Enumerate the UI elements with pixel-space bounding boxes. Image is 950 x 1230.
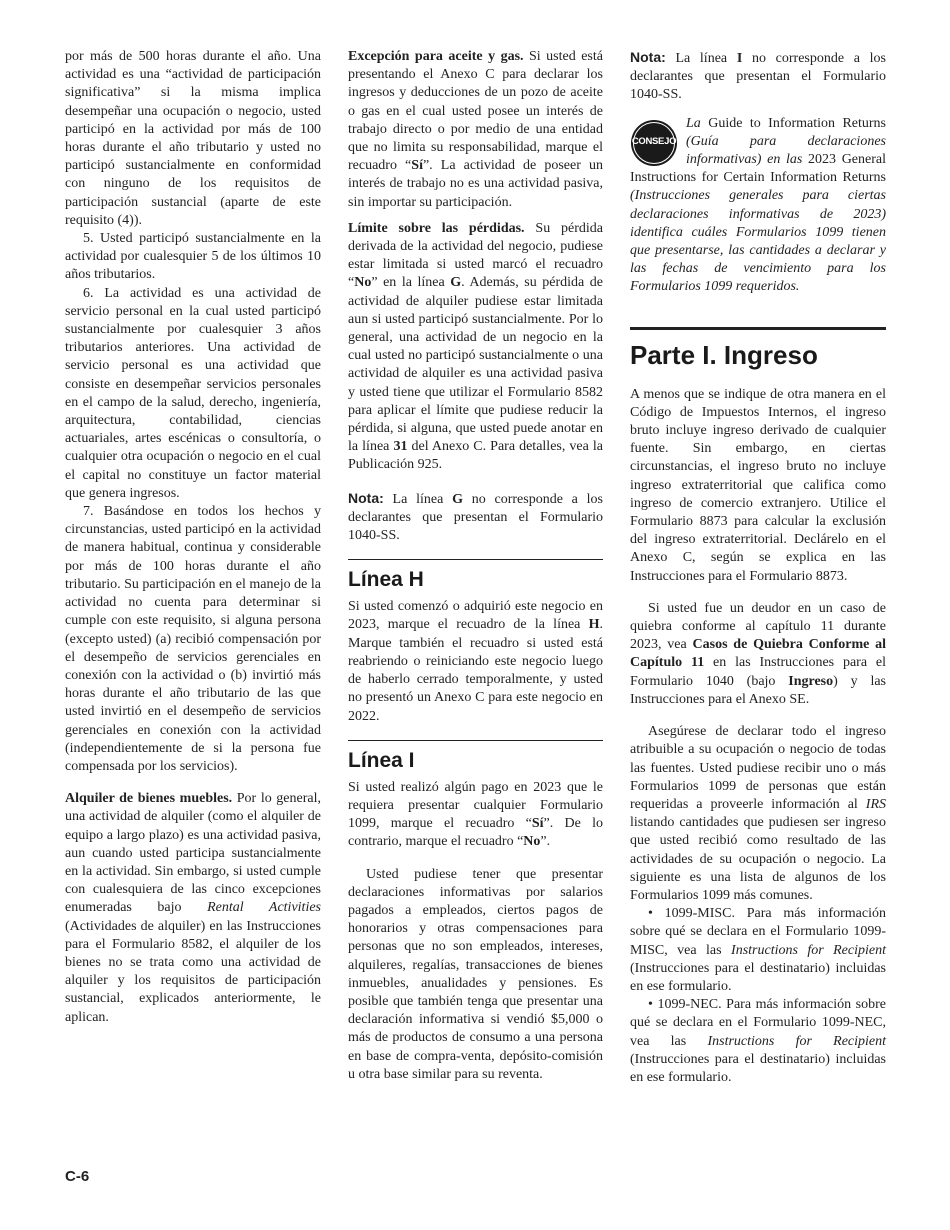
- bullet-1099-misc: • 1099-MISC. Para más información sobre qué se declara en el Formulario 1099-MISC, vea las Instructions for Recipient (Instrucciones para el destinatario) incluidas en ese formulario.: [630, 906, 887, 994]
- paragraph-all-income: Asegúrese de declarar todo el ingreso atribuible a su ocupación o negocio de todas las fuentes. Usted pudiese recibir uno o más Formularios 1099 de personas que están requeridas a proveerle información al IRS listando cantidades que pudiesen ser ingreso que usted recibió como resultado de las actividades de su ocupación o negocio. La siguiente es una lista de algunos de los Formularios 1099 más comunes.: [630, 724, 886, 903]
- run-in-heading: Alquiler de bienes muebles.: [65, 791, 233, 807]
- note-label: Nota:: [630, 49, 666, 65]
- tip-block: [630, 115, 886, 297]
- column-3: [630, 48, 886, 1087]
- paragraph-bankruptcy: Si usted fue un deudor en un caso de quiebra conforme al capítulo 11 durante 2023, vea Casos de Quiebra Conforme al Capítulo 11 en las Instrucciones para el Formulario 1040 (bajo Ingreso) y las Instrucciones para el Anexo SE.: [630, 600, 887, 707]
- bullet-icon: •: [648, 906, 665, 922]
- tip-text: La Guide to Information Returns (Guía para declaraciones informativas) en las 2023 General Instructions for Certain Information Returns (Instrucciones generales para ciertas declaraciones informativas de 2023) identifica cuáles Formularios 1099 tienen que presentarse, las cantidades a declarar y las fechas de vencimiento para los Formularios 1099 requeridos.: [630, 115, 886, 295]
- paragraph-line-i: Si usted realizó algún pago en 2023 que le requiera presentar cualquier Formulario 1099, marque el recuadro “Sí”. De lo contrario, marque el recuadro “No”.: [348, 779, 603, 850]
- bullet-icon: •: [648, 997, 658, 1013]
- note-label: Nota:: [348, 489, 384, 506]
- paragraph-requirement-6: 6. La actividad es una actividad de servicio personal en la cual usted participó sustancialmente por cualesquier 3 años tributarios anteriores. Una actividad de servicio personal es una actividad que consiste en desempeñar servicios personales en el campo de la salud, derecho, ingeniería, arquitectura, contabilidad, ciencias actuariales, artes escénicas o consultoría, o cualquier otra ocupación o negocio en el cual el capital no constituye un factor material que genera ingresos.: [65, 285, 321, 501]
- paragraph-significant-participation: por más de 500 horas durante el año. Una actividad es una “actividad de participación significativa” si la misma implica desempeñar una ocupación o negocio, usted participó en la actividad por más de 100 horas durante el año tributario y usted no participó sustancialmente en conformidad con ninguno de los requisitos de participación sustancial (aparte de este requisito (4)).: [65, 49, 321, 228]
- tip-badge-label: CONSEJO: [631, 135, 677, 147]
- bullet-1099-nec: • 1099-NEC. Para más información sobre qué se declara en el Formulario 1099-NEC, vea las Instructions for Recipient (Instrucciones para el destinatario) incluidas en ese formulario.: [630, 997, 887, 1085]
- run-in-heading: Límite sobre las pérdidas.: [348, 220, 525, 236]
- paragraph-personal-property-rental: Alquiler de bienes muebles. Por lo general, una actividad de alquiler (como el alquiler de equipo a largo plazo) es una actividad pasiva, aun cuando usted participa sustancialmente en la actividad. Sin embargo, si usted cumple con cualesquiera de las cinco excepciones enumeradas bajo Rental Activities (Actividades de alquiler) en las Instrucciones para el Formulario 8582, el alquiler de los bienes no se trata como una actividad de alquiler y los requisitos de participación sustancial, explicados anteriormente, le aplican.: [65, 791, 322, 1025]
- section-divider: [348, 559, 603, 560]
- paragraph-line-h: Si usted comenzó o adquirió este negocio en 2023, marque el recuadro de la línea H. Marque también el recuadro si usted está reabriendo o reiniciando este negocio luego de haberlo cerrado temporalmente, y usted no presentó un Anexo C para este negocio en 2022.: [348, 599, 603, 724]
- paragraph-gross-income: A menos que se indique de otra manera en el Código de Impuestos Internos, el ingreso bruto incluye ingreso derivado de cualquier fuente. Sin embargo, en ciertas circunstancias, el ingreso bruto no incluye ingreso extraterritorial que califica como ingreso de comercio extranjero. Utilice el Formulario 8873 para calcular la exclusión del ingreso extraterritorial. Declárelo en el Anexo C, según se explica en las Instrucciones para el Formulario 8873.: [630, 386, 886, 584]
- heading-line-i: Línea I: [348, 748, 415, 772]
- column-2: [348, 48, 603, 1084]
- heading-line-h: Línea H: [348, 568, 424, 592]
- page-number: C-6: [65, 1168, 90, 1185]
- part-divider: [630, 327, 886, 330]
- paragraph-requirement-5: 5. Usted participó sustancialmente en la actividad por cualesquier 5 de los últimos 10 años tributarios.: [65, 231, 321, 283]
- consejo-tip-icon: [630, 119, 678, 167]
- note-line-i: Nota: La línea I no corresponde a los declarantes que presentan el Formulario 1040-SS.: [630, 49, 886, 103]
- heading-part-1-income: Parte I. Ingreso: [630, 339, 818, 370]
- paragraph-oil-gas-exception: Excepción para aceite y gas. Si usted está presentando el Anexo C para declarar los ingresos y deducciones de un pozo de aceite o gas en el cual usted posee un interés de trabajo directo o por medio de una entidad que no limita su responsabilidad, marque el recuadro “Sí”. La actividad de poseer un interés de trabajo no es una actividad pasiva, sin importar su participación.: [348, 49, 603, 210]
- column-1: [65, 48, 321, 1027]
- note-line-g: Nota: La línea G no corresponde a los declarantes que presentan el Formulario 1040-SS.: [348, 489, 603, 544]
- paragraph-loss-limit: Límite sobre las pérdidas. Su pérdida derivada de la actividad del negocio, pudiese estar limitada si usted marcó el recuadro “No” en la línea G. Además, su pérdida de actividad de alquiler pudiese estar limitada aun si usted participó sustancialmente. Por lo general, una actividad de un negocio en la cual usted no participó sustancialmente o una actividad de alquiler es una actividad pasiva y usted tiene que utilizar el Formulario 8582 para aplicar el límite que pudiese reducir la pérdida, si alguna, que usted puede anotar en la línea 31 del Anexo C. Para detalles, vea la Publicación 925.: [348, 220, 604, 473]
- paragraph-requirement-7: 7. Basándose en todos los hechos y circunstancias, usted participó en la actividad de manera habitual, continua y considerable por más de 100 horas durante el año tributario. Su participación en el manejo de la actividad no cuenta para determinar si cumple con este requisito, si alguna persona (excepto usted) (a) recibió compensación por el desempeño de servicios gerenciales en conexión con la actividad o (b) invirtió más horas durante el año tributario de las que usted invirtió en el desempeño de servicios gerenciales en conexión con la actividad (independientemente de si la persona fue compensada por los servicios).: [65, 504, 321, 774]
- paragraph-information-returns: Usted pudiese tener que presentar declaraciones informativas por salarios pagados a empleados, ciertos pagos de honorarios y otras compensaciones para personas que no son empleados, intereses, alquileres, regalías, transacciones de bienes inmuebles, anualidades y pensiones. Es posible que también tenga que presentar una declaración informativa si vendió $5,000 o más de productos de consumo a una persona en base de compra-venta, depósito-comisión u otra base similar para su reventa.: [348, 866, 603, 1082]
- section-divider: [348, 740, 603, 741]
- run-in-heading: Excepción para aceite y gas.: [348, 49, 524, 64]
